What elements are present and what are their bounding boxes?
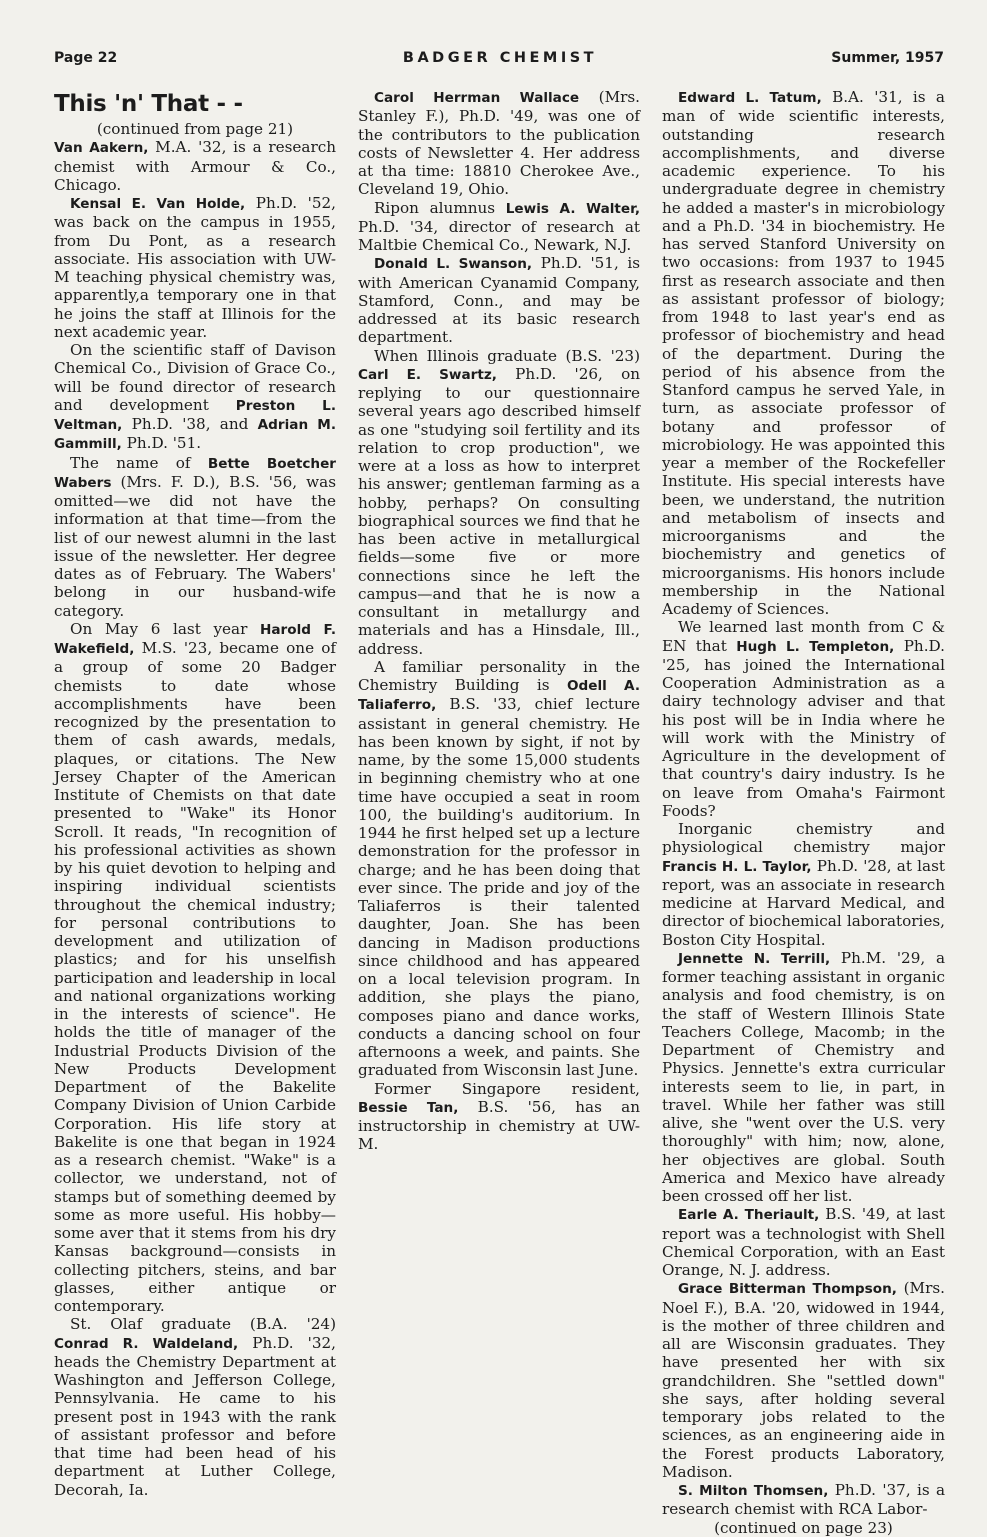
alumnus-name: Donald L. Swanson, — [374, 256, 533, 273]
alumnus-name: Preston L. Veltman, — [54, 397, 336, 433]
entry-wabers: The name of Bette Boetcher Wabers (Mrs. F. D.), B.S. '56, was omitted—we did not have the information at that time—from the list of our newest alumni in the last issue of the newsletter. Her degree dates as of February. The Wabers' belong in our husband-wife category. — [54, 453, 337, 620]
issue-date: Summer, 1957 — [831, 50, 944, 66]
alumnus-name: Van Aakern, — [54, 140, 149, 157]
entry-van-holde: Kensal E. Van Holde, Ph.D. '52, was back on the campus in 1955, from Du Pont, as a research associate. His association with UW-M teaching physical chemistry was, apparently,a temporary one in that he joins the staff at Illinois for the next academic year. — [54, 194, 336, 341]
entry-taliaferro: A familiar personality in the Chemistry Building is Odell A. Taliaferro, B.S. '33, chief lecture assistant in general chemistry. He has been known by sight, if not by name, by the some 15,000 students in beginning chemistry who at one time have occupied a seat in room 100, the building's auditorium. In 1944 he first helped set up a lecture demonstration for the professor in charge; and he has been doing that ever since. The pride and joy of the Taliaferros is their talented daughter, Joan. She has been dancing in Madison productions since childhood and has appeared on a local television program. In addition, she plays the piano, composes piano and dance works, conducts a dancing school on four afternoons a week, and paints. She graduated from Wisconsin last June. — [358, 657, 640, 1080]
page-number: Page 22 — [54, 50, 118, 66]
entry-wallace: Carol Herrman Wallace (Mrs. Stanley F.), Ph.D. '49, was one of the contributors to the publication costs of Newsletter 4. Her address at tha time: 18810 Cherokee Ave., Cleveland 19, Ohio. — [358, 88, 640, 199]
entry-tan: Former Singapore resident, Bessie Tan, B.S. '56, has an instructorship in chemistry at UW-M. — [358, 1079, 640, 1154]
entry-templeton: We learned last month from C & EN that Hugh L. Templeton, Ph.D. '25, has joined the International Cooperation Administration as a dairy technology adviser and that his post will be in India where he will work with the Ministry of Agriculture in the development of that country's dairy industry. Is he on leave from Omaha's Fairmont Foods? — [662, 618, 945, 820]
alumnus-name: Kensal E. Van Holde, — [70, 196, 246, 212]
entry-taylor: Inorganic chemistry and physiological chemistry major Francis H. L. Taylor, Ph.D. '28, at last report, was an associate in research medicine at Harvard Medical, and director of biochemical laboratories, Boston City Hospital. — [662, 820, 945, 949]
entry-walter: Ripon alumnus Lewis A. Walter, Ph.D. '34, director of research at Maltbie Chemical Co., Newark, N.J. — [358, 198, 640, 254]
entry-thompson: Grace Bitterman Thompson, (Mrs. Noel F.), B.A. '20, widowed in 1944, is the mother of three children and all are Wisconsin graduates. They have presented her with six grandchildren. She "settled down" she says, after holding several temporary jobs related to the sciences, as an engineering aide in the Forest products Laboratory, Madison. — [662, 1279, 945, 1481]
alumnus-name: Carl E. Swartz, — [358, 366, 497, 383]
entry-tatum: Edward L. Tatum, B.A. '31, is a man of wide scientific interests, outstanding research accomplishments, and diverse academic experience. To his undergraduate degree in chemistry he added a master's in microbiology and a Ph.D. '34 in biochemistry. He has served Stanford University on two occasions: from 1937 to 1945 first as research associate and then as assistant professor of biology; from 1948 to last year's end as professor of biochemistry and head of the department. During the period of his absence from the Stanford campus he served Yale, in turn, as associate professor of botany and professor of microbiology. He was appointed this year a member of the Rockefeller Institute. His special interests have been, we understand, the nutrition and metabolism of insects and microorganisms and the biochemistry and genetics of microorganisms. His honors include membership in the National Academy of Sciences. — [662, 88, 945, 618]
alumnus-name: Conrad R. Waldeland, — [54, 1335, 239, 1352]
alumnus-name: Bessie Tan, — [358, 1099, 459, 1116]
entry-swanson: Donald L. Swanson, Ph.D. '51, is with American Cyanamid Company, Stamford, Conn., and may be addressed at its basic research department. — [358, 254, 640, 347]
alumnus-name: Earle A. Theriault, — [678, 1207, 820, 1224]
entry-davison: On the scientific staff of Davison Chemical Co., Division of Grace Co., will be found director of research and development Preston L. Veltman, Ph.D. '38, and Adrian M. Gammill, Ph.D. '51. — [54, 341, 336, 453]
alumnus-name: Hugh L. Templeton, — [736, 638, 895, 655]
article-headline: This 'n' That - - — [54, 91, 243, 117]
alumnus-name: Bette Boetcher Wabers — [54, 455, 337, 491]
entry-van-aakern: Van Aakern, M.A. '32, is a research chemist with Armour & Co., Chicago. — [54, 138, 336, 194]
alumnus-name: Francis H. L. Taylor, — [662, 858, 812, 875]
column-3 — [662, 88, 946, 1537]
alumnus-name: Adrian M. Gammill, — [54, 417, 336, 453]
column-1 — [54, 88, 337, 1499]
alumnus-name: Jennette N. Terrill, — [678, 950, 831, 967]
page-header — [54, 48, 946, 72]
continued-on-note: (continued on page 23) — [714, 1518, 893, 1537]
column-2 — [358, 88, 640, 1358]
masthead-title: BADGER CHEMIST — [402, 50, 598, 66]
continued-from-note: (continued from page 21) — [96, 120, 294, 138]
entry-swartz: When Illinois graduate (B.S. '23) Carl E. Swartz, Ph.D. '26, on replying to our questionnaire several years ago described himself as one "studying soil fertility and its relation to crop production", we were at a loss as how to interpret his answer; gentleman farming as a hobby, perhaps? On consulting biographical sources we find that he has been active in metallurgical fields—some five or more connections since he left the campus—and that he is now a consultant in metallurgy and materials and has a Hinsdale, Ill., address. — [358, 346, 640, 658]
alumnus-name: Harold F. Wakefield, — [54, 621, 336, 657]
entry-thomsen: S. Milton Thomsen, Ph.D. '37, is a research chemist with RCA Labor- — [662, 1481, 946, 1519]
alumnus-name: S. Milton Thomsen, — [678, 1483, 829, 1499]
entry-theriault: Earle A. Theriault, B.S. '49, at last report was a technologist with Shell Chemical Corporation, with an East Orange, N. J. address. — [662, 1205, 945, 1279]
entry-wakefield: On May 6 last year Harold F. Wakefield, M.S. '23, became one of a group of some 20 Badger chemists to date whose accomplishments have been recognized by the presentation to them of cash awards, medals, plaques, or citations. The New Jersey Chapter of the American Institute of Chemists on that date presented to "Wake" its Honor Scroll. It reads, "In recognition of his professional activities as shown by his quiet devotion to helping and inspiring individual scientists throughout the chemical industry; for personal contributions to development and utilization of plastics; and for his unselfish participation and leadership in local and national organizations working in the interests of science". He holds the title of manager of the Industrial Products Division of the New Products Development Department of the Bakelite Company Division of Union Carbide Corporation. His life story at Bakelite is one that began in 1924 as a research chemist. "Wake" is a collector, we understand, not of stamps but of something deemed by some as more useful. His hobby—some aver that it stems from his dry Kansas background—consists in collecting pitchers, steins, and bar glasses, either antique or contemporary. — [54, 619, 336, 1315]
alumnus-name: Grace Bitterman Thompson, — [678, 1281, 897, 1298]
entry-terrill: Jennette N. Terrill, Ph.M. '29, a former teaching assistant in organic analysis and food chemistry, is on the staff of Western Illinois State Teachers College, Macomb; in the Department of Chemistry and Physics. Jennette's extra curricular interests seem to lie, in part, in travel. While her father was still alive, she "went over the U.S. very thoroughly" with him; now, alone, her objectives are global. South America and Mexico have already been crossed off her list. — [662, 948, 945, 1205]
alumnus-name: Carol Herrman Wallace — [374, 90, 580, 106]
entry-waldeland: St. Olaf graduate (B.A. '24) Conrad R. Waldeland, Ph.D. '32, heads the Chemistry Department at Washington and Jefferson College, Pennsylvania. He came to his present post in 1943 with the rank of assistant professor and before that time had been head of his department at Luther College, Decorah, Ia. — [54, 1315, 336, 1499]
alumnus-name: Lewis A. Walter, — [505, 200, 640, 217]
alumnus-name: Odell A. Taliaferro, — [358, 678, 640, 714]
alumnus-name: Edward L. Tatum, — [678, 90, 822, 106]
